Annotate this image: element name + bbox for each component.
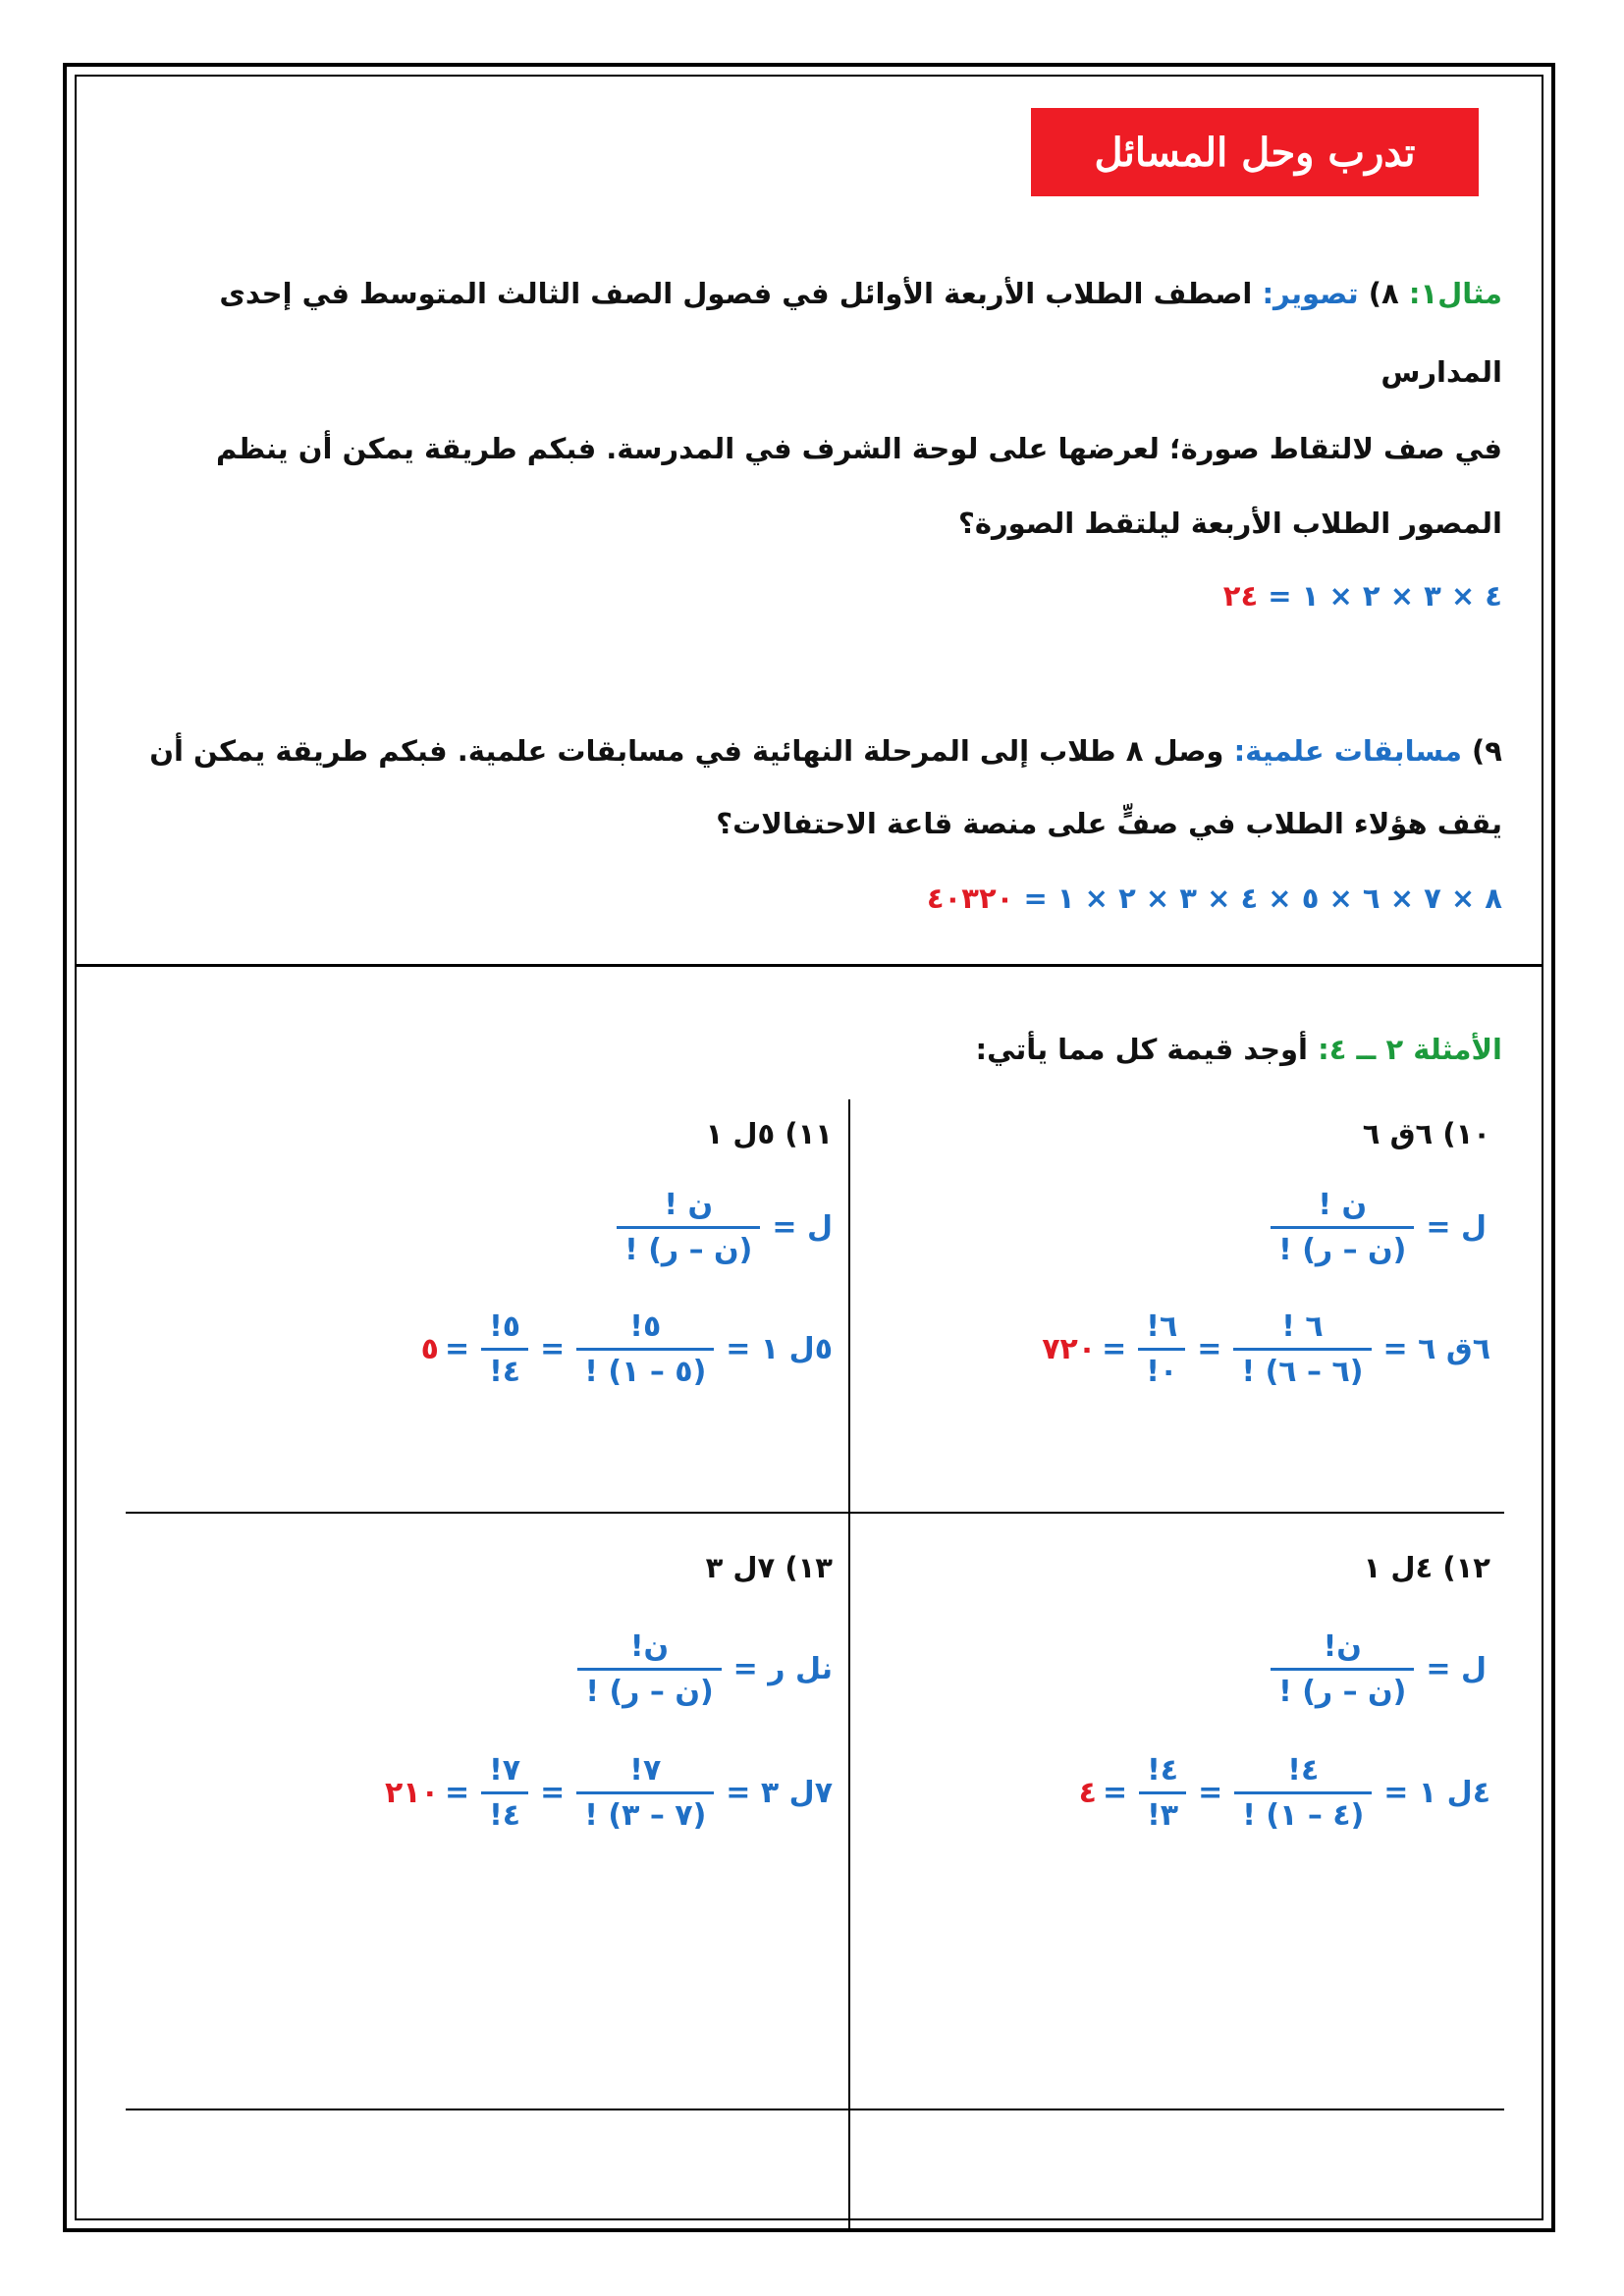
fraction-numerator: ٥! [489, 1309, 521, 1344]
solution-expression: ٨ × ٧ × ٦ × ٥ × ٤ × ٣ × ٢ × ١ = [1023, 881, 1502, 915]
problem-number: ٩) [1472, 734, 1502, 768]
fraction-denominator: (ن – ر) ! [1271, 1226, 1414, 1267]
problem-text: يقف هؤلاء الطلاب في صفٍّ على منصة قاعة الاحتفالات؟ [716, 807, 1502, 840]
problem-text: المصور الطلاب الأربعة ليلتقط الصورة؟ [958, 507, 1502, 540]
fraction-denominator: (ن – ر) ! [577, 1668, 721, 1709]
formula-lhs: ل = [1426, 1652, 1487, 1686]
problem-13-general-formula [571, 1629, 833, 1709]
problem-13-label: ١٣) ٧ل ٣ [705, 1551, 833, 1584]
fraction-denominator: (٤ – ١) ! [1234, 1791, 1372, 1833]
fraction-denominator: (٥ – ١) ! [576, 1348, 714, 1389]
example2-line2 [716, 807, 1502, 840]
calc-lhs: ٤ل ١ = [1383, 1776, 1490, 1810]
problem-10-general-formula [1265, 1188, 1487, 1267]
fraction-numerator: ٧! [489, 1753, 521, 1788]
example1-line2 [1380, 355, 1502, 389]
fraction-denominator: (ن – ر) ! [1271, 1668, 1414, 1709]
example2-line1 [149, 734, 1502, 768]
instruction-text: أوجد قيمة كل مما يأتي: [975, 1033, 1308, 1066]
problem-text: في صف لالتقاط صورة؛ لعرضها على لوحة الشرف في المدرسة. فبكم طريقة يمكن أن ينظم [215, 432, 1502, 465]
problem-11-label: ١١) ٥ل ١ [705, 1117, 833, 1150]
problem-12-general-formula [1265, 1629, 1487, 1709]
problem-11-calculation: ٥ل ١ = $\frac{٥!}{(٥ - ١) !}$ = $\frac{٥!}{٤!}$ = ٥ [420, 1309, 833, 1389]
fraction-numerator: ن! [629, 1629, 670, 1664]
fraction [577, 1629, 721, 1709]
fraction-numerator: ن! [1323, 1629, 1362, 1664]
fraction-numerator: ٥! [629, 1309, 662, 1344]
fraction [481, 1309, 528, 1389]
fraction-numerator: ٤! [1147, 1753, 1179, 1788]
example2-solution [927, 881, 1502, 915]
formula-lhs: ل = [1426, 1210, 1487, 1245]
fraction-denominator: ٤! [481, 1791, 528, 1833]
fraction-numerator: ن ! [1318, 1188, 1368, 1222]
problem-text: اصطف الطلاب الأربعة الأوائل في فصول الصف الثالث المتوسط في إحدى [219, 277, 1253, 310]
solution-result: ٤٠٣٢٠ [926, 881, 1014, 915]
fraction-denominator: (ن – ر) ! [617, 1226, 760, 1267]
fraction-numerator: ن ! [664, 1188, 714, 1222]
grid-vertical-line [848, 1099, 850, 2228]
fraction [1139, 1753, 1186, 1833]
result-value: ٧٢٠ [1042, 1332, 1097, 1366]
fraction-numerator: ٦! [1146, 1309, 1178, 1344]
fraction-numerator: ٦ ! [1281, 1309, 1324, 1344]
problem-number: ٨) [1368, 277, 1399, 310]
result-value: ٤ [1078, 1776, 1097, 1810]
problem-11-general-formula [611, 1188, 833, 1267]
example1-line1 [219, 277, 1502, 310]
fraction [576, 1753, 714, 1833]
formula-lhs: نل ر = [732, 1652, 833, 1686]
section-title [1031, 108, 1479, 196]
problem-10-calculation: ٦ق ٦ = $\frac{٦ !}{(٦ - ٦) !}$ = $\frac{٦!}{٠!}$ = ٧٢٠ [1042, 1309, 1490, 1389]
section-divider [77, 964, 1542, 967]
example1-line4 [958, 507, 1502, 540]
section2-heading [975, 1033, 1502, 1066]
problem-text: وصل ٨ طلاب إلى المرحلة النهائية في مسابقات علمية. فبكم طريقة يمكن أن [149, 734, 1224, 768]
fraction-denominator: (٧ – ٣) ! [576, 1791, 714, 1833]
solution-expression: ٤ × ٣ × ٢ × ١ = [1268, 579, 1502, 613]
fraction [1271, 1629, 1414, 1709]
fraction [1271, 1188, 1414, 1267]
example-label: مثال١: [1408, 277, 1502, 310]
problem-12-label: ١٢) ٤ل ١ [1363, 1551, 1490, 1584]
problem-10-label: ١٠) ٦ق ٦ [1362, 1117, 1490, 1150]
fraction-numerator: ٤! [1287, 1753, 1320, 1788]
fraction [1233, 1309, 1371, 1389]
problem-12-calculation: ٤ل ١ = $\frac{٤!}{(٤ - ١) !}$ = $\frac{٤!}{٣!}$ = ٤ [1078, 1753, 1490, 1833]
fraction-denominator: ٠! [1138, 1348, 1185, 1389]
calc-lhs: ٧ل ٣ = [726, 1776, 833, 1810]
problem-topic: مسابقات علمية: [1233, 734, 1462, 768]
grid-horizontal-line [126, 1512, 1504, 1514]
example1-solution [1223, 579, 1502, 613]
section-title-text: تدرب وحل المسائل [1094, 129, 1416, 176]
problem-topic: تصوير: [1262, 277, 1359, 310]
examples-label: الأمثلة ٢ ــ ٤: [1318, 1033, 1502, 1066]
grid-bottom-line [126, 2109, 1504, 2110]
calc-lhs: ٦ق ٦ = [1382, 1332, 1490, 1366]
fraction [617, 1188, 760, 1267]
fraction [576, 1309, 714, 1389]
fraction [1138, 1309, 1185, 1389]
problem-13-calculation: ٧ل ٣ = $\frac{٧!}{(٧ - ٣) !}$ = $\frac{٧!}{٤!}$ = ٢١٠ [385, 1753, 833, 1833]
calc-lhs: ٥ل ١ = [726, 1332, 833, 1366]
fraction-numerator: ٧! [629, 1753, 662, 1788]
result-value: ٢١٠ [385, 1776, 439, 1810]
formula-lhs: ل = [772, 1210, 833, 1245]
fraction [481, 1753, 528, 1833]
fraction [1234, 1753, 1372, 1833]
result-value: ٥ [420, 1332, 439, 1366]
problem-text: المدارس [1380, 355, 1502, 389]
fraction-denominator: ٣! [1139, 1791, 1186, 1833]
fraction-denominator: ٤! [481, 1348, 528, 1389]
example1-line3 [216, 432, 1502, 465]
solution-result: ٢٤ [1222, 579, 1259, 613]
fraction-denominator: (٦ – ٦) ! [1233, 1348, 1371, 1389]
